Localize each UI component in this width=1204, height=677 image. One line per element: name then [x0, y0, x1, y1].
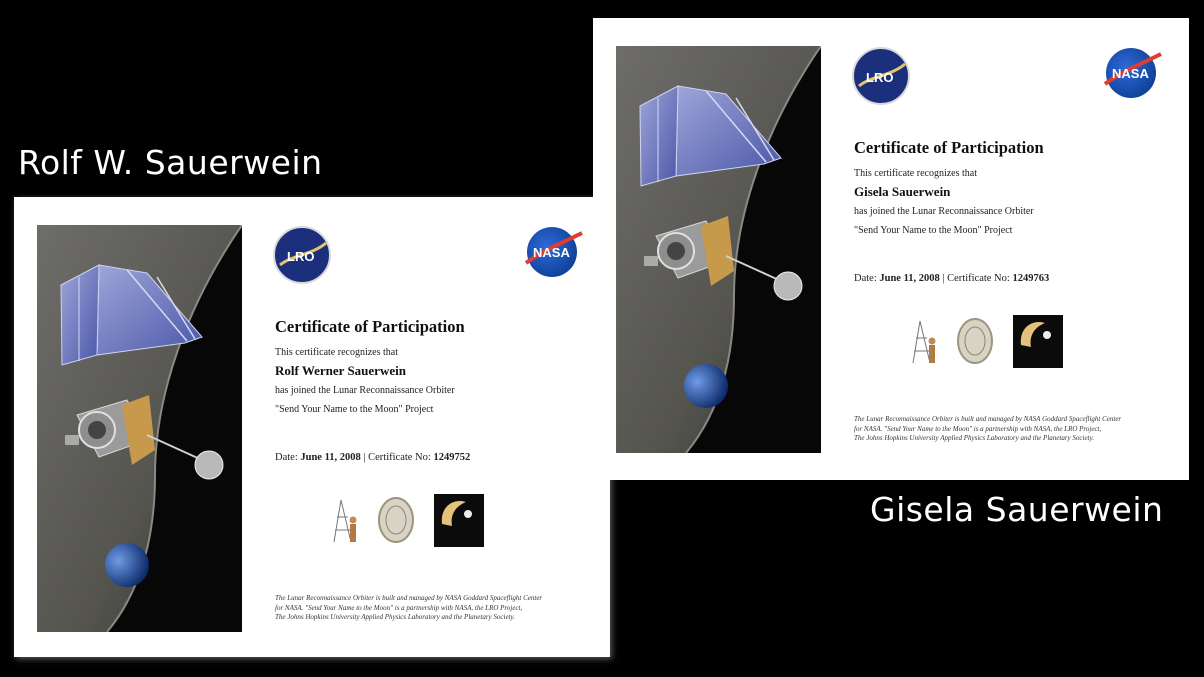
separator: | — [363, 452, 366, 463]
partner-logos — [905, 313, 1065, 373]
project-line: "Send Your Name to the Moon" Project — [275, 404, 434, 415]
orbiter-illustration — [37, 225, 242, 632]
certificate-title: Certificate of Participation — [275, 317, 465, 336]
certificate-rolf — [14, 197, 610, 657]
separator: | — [942, 273, 945, 284]
certificate-footer — [854, 415, 1174, 444]
nasa-logo — [1101, 46, 1163, 101]
date-value: June 11, 2008 — [300, 452, 361, 463]
certificate-footer — [275, 594, 595, 623]
certificate-number-label: Certificate No: — [947, 273, 1010, 284]
footer-line: for NASA. "Send Your Name to the Moon" is a partnership with NASA, the LRO Project, — [854, 424, 1102, 433]
certificate-title: Certificate of Participation — [854, 138, 1044, 157]
footer-line: The Johns Hopkins University Applied Physics Laboratory and the Planetary Society. — [275, 613, 515, 621]
lro-logo-text: LRO — [866, 70, 894, 85]
date-label: Date: — [854, 273, 877, 284]
footer-line: for NASA. "Send Your Name to the Moon" is a partnership with NASA, the LRO Project, — [275, 603, 523, 612]
recognizes-line: This certificate recognizes that — [854, 168, 977, 179]
project-line: "Send Your Name to the Moon" Project — [854, 225, 1013, 236]
date-label: Date: — [275, 452, 298, 463]
caption-rolf: Rolf W. Sauerwein — [18, 143, 323, 182]
date-line — [275, 452, 470, 463]
recognizes-line: This certificate recognizes that — [275, 347, 398, 358]
nasa-logo-text: NASA — [1112, 66, 1149, 81]
lro-logo — [851, 46, 911, 106]
orbiter-illustration — [616, 46, 821, 453]
caption-gisela: Gisela Sauerwein — [870, 490, 1164, 529]
footer-line: The Lunar Reconnaissance Orbiter is built and managed by NASA Goddard Spaceflight Center — [275, 594, 543, 602]
footer-line: The Lunar Reconnaissance Orbiter is built and managed by NASA Goddard Spaceflight Center — [854, 415, 1122, 423]
footer-line: The Johns Hopkins University Applied Physics Laboratory and the Planetary Society. — [854, 434, 1094, 442]
date-value: June 11, 2008 — [879, 273, 940, 284]
certificate-number: 1249763 — [1012, 273, 1050, 284]
joined-line: has joined the Lunar Reconnaissance Orbiter — [275, 385, 455, 396]
certificate-number-label: Certificate No: — [368, 452, 431, 463]
lro-logo — [272, 225, 332, 285]
certificate-gisela — [593, 18, 1189, 480]
certificate-number: 1249752 — [433, 452, 471, 463]
nasa-logo — [522, 225, 584, 280]
lro-logo-text: LRO — [287, 249, 315, 264]
joined-line: has joined the Lunar Reconnaissance Orbiter — [854, 206, 1034, 217]
date-line — [854, 273, 1049, 284]
nasa-logo-text: NASA — [533, 245, 570, 260]
recipient-name: Rolf Werner Sauerwein — [275, 363, 406, 378]
partner-logos — [326, 492, 486, 552]
recipient-name: Gisela Sauerwein — [854, 184, 951, 199]
